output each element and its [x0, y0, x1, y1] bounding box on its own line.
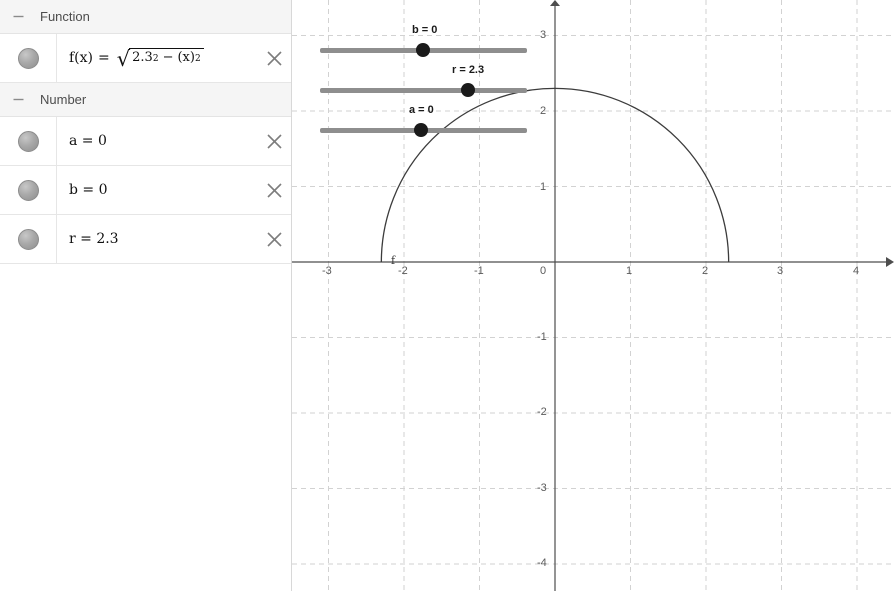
- function-row-f[interactable]: [0, 34, 291, 83]
- slider-track[interactable]: [320, 88, 527, 93]
- visibility-marble-b[interactable]: [0, 166, 57, 214]
- y-tick--1: -1: [537, 331, 547, 343]
- visibility-marble-r[interactable]: [0, 215, 57, 263]
- close-icon[interactable]: [257, 166, 291, 214]
- x-tick-3: 3: [777, 265, 784, 277]
- x-tick--2: -2: [398, 265, 408, 277]
- point-label-f: f: [391, 254, 396, 267]
- algebra-sidebar: [0, 0, 292, 591]
- y-tick--4: -4: [537, 557, 547, 569]
- marble-icon[interactable]: [18, 229, 39, 250]
- group-title-function: Function: [40, 9, 90, 24]
- graphics-view[interactable]: [292, 0, 894, 591]
- slider-label-b: b = 0: [412, 24, 438, 36]
- x-tick-0: 0: [540, 265, 547, 277]
- slider-a[interactable]: [320, 121, 527, 139]
- number-row-a[interactable]: [0, 117, 291, 166]
- y-tick--2: -2: [537, 406, 547, 418]
- radical-glyph: √: [116, 46, 131, 71]
- close-icon[interactable]: [257, 117, 291, 165]
- visibility-marble-a[interactable]: [0, 117, 57, 165]
- radicand-base: 2.3: [132, 49, 153, 65]
- close-icon[interactable]: [257, 34, 291, 82]
- radicand-variable: (x): [177, 49, 195, 65]
- slider-label-a: a = 0: [409, 104, 434, 116]
- number-expression-a[interactable]: a = 0: [69, 133, 107, 149]
- x-tick--3: -3: [322, 265, 332, 277]
- y-tick-2: 2: [540, 105, 547, 117]
- y-tick-3: 3: [540, 29, 547, 41]
- minus-icon[interactable]: [10, 9, 26, 25]
- minus-icon[interactable]: [10, 92, 26, 108]
- x-tick-4: 4: [853, 265, 860, 277]
- equals-sign: =: [98, 50, 110, 66]
- slider-knob[interactable]: [416, 43, 430, 57]
- y-tick-1: 1: [540, 181, 547, 193]
- y-tick--3: -3: [537, 482, 547, 494]
- x-tick-2: 2: [702, 265, 709, 277]
- number-expression-b[interactable]: b = 0: [69, 182, 108, 198]
- slider-label-r: r = 2.3: [452, 64, 485, 76]
- marble-icon[interactable]: [18, 48, 39, 69]
- marble-icon[interactable]: [18, 131, 39, 152]
- x-tick--1: -1: [474, 265, 484, 277]
- function-expression-f[interactable]: [57, 34, 257, 82]
- minus-sign: −: [162, 49, 174, 65]
- number-row-b[interactable]: [0, 166, 291, 215]
- slider-b[interactable]: [320, 41, 527, 59]
- group-title-number: Number: [40, 92, 87, 107]
- grid-horizontal: [292, 36, 894, 565]
- marble-icon[interactable]: [18, 180, 39, 201]
- close-icon[interactable]: [257, 215, 291, 263]
- x-tick-1: 1: [626, 265, 633, 277]
- square-root-icon: √ 2.3 2 − (x) 2: [117, 48, 204, 69]
- number-row-r[interactable]: [0, 215, 291, 264]
- visibility-marble-f[interactable]: [0, 34, 57, 82]
- slider-knob[interactable]: [414, 123, 428, 137]
- group-header-function[interactable]: [0, 0, 291, 34]
- function-lhs: f(x): [69, 50, 94, 66]
- number-expression-r[interactable]: r = 2.3: [69, 231, 119, 247]
- slider-knob[interactable]: [461, 83, 475, 97]
- group-header-number[interactable]: [0, 83, 291, 117]
- slider-r[interactable]: [320, 81, 527, 99]
